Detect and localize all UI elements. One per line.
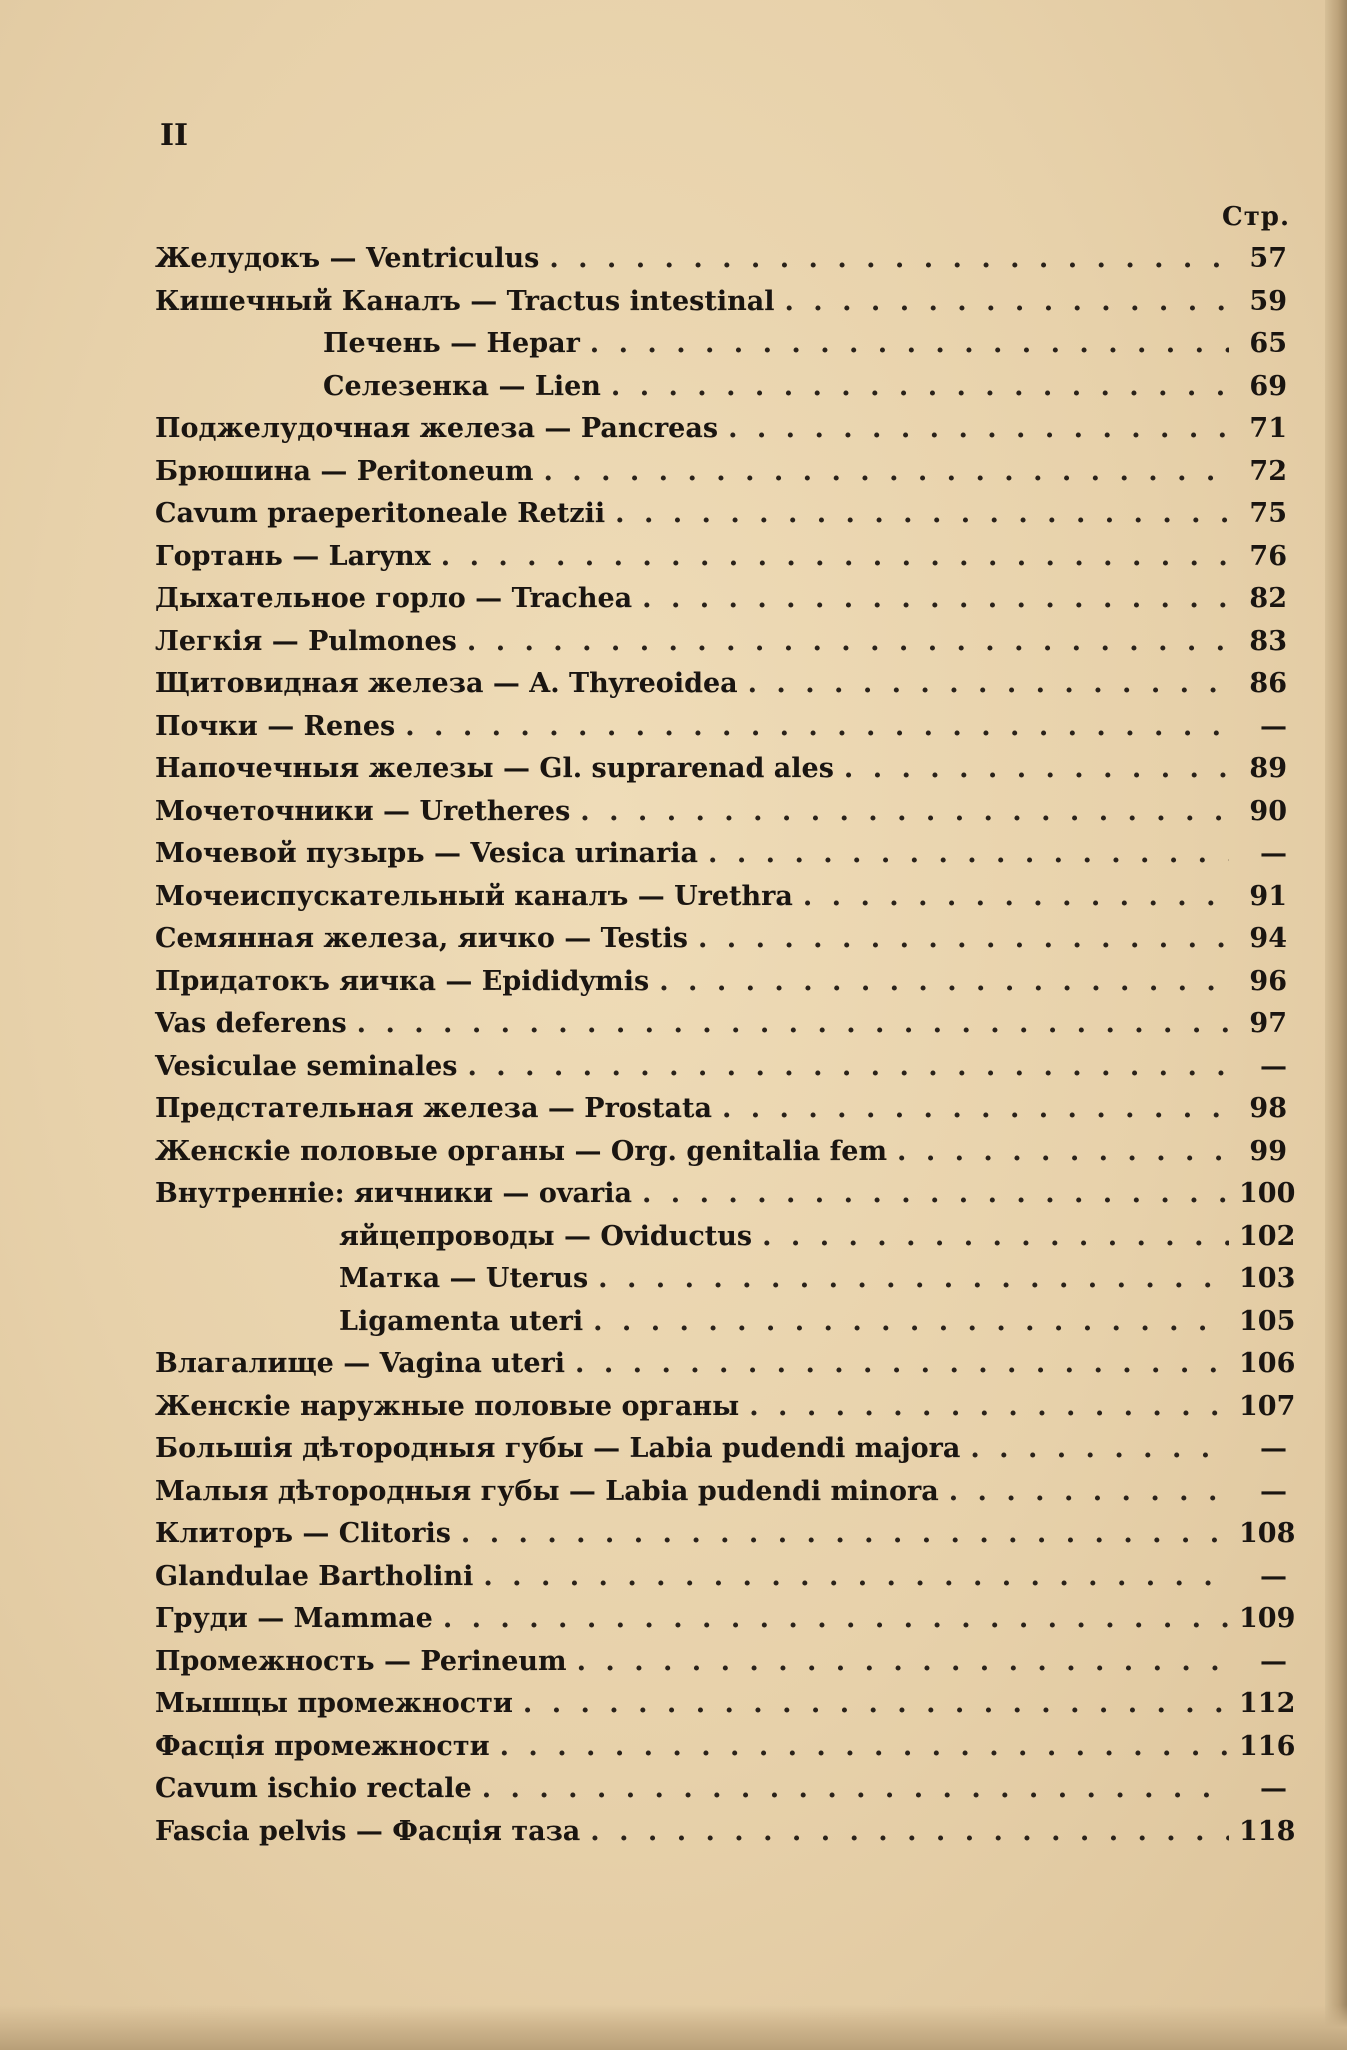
toc-entry-page: 102 — [1239, 1220, 1296, 1252]
toc-entry-title: Груди — Mammae — [155, 1603, 433, 1634]
dot-leader — [590, 323, 1229, 366]
toc-entry-page: 82 — [1249, 583, 1287, 614]
toc-entry — [155, 1641, 1287, 1684]
dot-leader — [762, 1216, 1229, 1259]
toc-entry-title: Мочеиспускательный каналъ — Urethra — [155, 880, 793, 912]
toc-entry — [155, 1258, 1296, 1301]
toc-entry — [155, 1386, 1296, 1429]
toc-entry-title: Влагалище — Vagina uteri — [155, 1348, 566, 1379]
dot-leader — [523, 1683, 1229, 1726]
toc-entry-page: 103 — [1239, 1263, 1296, 1294]
toc-entry-title: Гортань — Larynx — [155, 540, 431, 572]
toc-entry-title: Vas deferens — [155, 1008, 347, 1039]
toc-entry — [155, 1811, 1296, 1854]
toc-entry — [155, 1428, 1287, 1471]
toc-entry — [155, 1046, 1287, 1089]
dot-leader — [467, 1046, 1229, 1089]
toc-entry-title: Предстательная железа — Prostata — [155, 1093, 712, 1124]
toc-entry — [155, 493, 1287, 536]
toc-entry — [155, 876, 1287, 919]
dot-leader — [483, 1556, 1229, 1599]
toc-entry-page: 90 — [1249, 795, 1287, 827]
page-bottom-shadow — [0, 2005, 1347, 2050]
dot-leader — [500, 1726, 1229, 1769]
dot-leader — [642, 578, 1229, 621]
dot-leader — [970, 1428, 1229, 1471]
dot-leader — [748, 663, 1229, 706]
toc-entry-title: Брюшина — Peritoneum — [155, 455, 534, 487]
toc-entry-title: Напочечныя железы — Gl. suprarenad ales — [155, 753, 834, 784]
dot-leader — [357, 1003, 1229, 1046]
toc-entry-page: 91 — [1249, 880, 1287, 912]
toc-entry-title: Малыя дѣтородныя губы — Labia pudendi minora — [155, 1475, 939, 1507]
toc-entry — [155, 366, 1287, 409]
dot-leader — [615, 493, 1229, 536]
dot-leader — [405, 706, 1229, 749]
dot-leader — [590, 1811, 1229, 1854]
toc-entry — [155, 748, 1287, 791]
dot-leader — [575, 1343, 1229, 1386]
toc-entry-page: 65 — [1249, 328, 1287, 359]
dot-leader — [785, 281, 1230, 324]
toc-entry-title: Промежность — Perineum — [155, 1645, 567, 1677]
toc-entry — [155, 1598, 1296, 1641]
toc-entry-page: 112 — [1239, 1688, 1296, 1719]
toc-entry-page: 86 — [1249, 668, 1287, 699]
dot-leader — [949, 1471, 1229, 1514]
toc-entry — [155, 578, 1287, 621]
toc-entry-page: 59 — [1249, 285, 1287, 317]
dot-leader — [482, 1768, 1229, 1811]
toc-entry — [155, 1343, 1296, 1386]
toc-entry — [155, 1216, 1296, 1259]
toc-entry-title: Поджелудочная железа — Pancreas — [155, 413, 719, 444]
toc-entry-page: — — [1260, 1645, 1287, 1677]
toc-entry-title: Мочеточники — Uretheres — [155, 795, 571, 827]
toc-entry — [155, 1301, 1296, 1344]
toc-entry-title: Селезенка — Lien — [323, 370, 601, 402]
dot-leader — [897, 1131, 1229, 1174]
toc-entry — [155, 536, 1287, 579]
toc-entry-page: 108 — [1239, 1518, 1296, 1549]
page-number: II — [160, 118, 189, 153]
dot-leader — [722, 1088, 1229, 1131]
toc-entry-page: 75 — [1249, 498, 1287, 529]
toc-entry-title: Cavum ischio rectale — [155, 1773, 472, 1804]
toc-entry-page: — — [1260, 1773, 1287, 1804]
dot-leader — [543, 451, 1229, 494]
page-column-heading: Стр. — [1222, 202, 1291, 232]
toc-entry — [155, 281, 1287, 324]
toc-entry-title: Фасція промежности — [155, 1730, 490, 1762]
toc-entry-page: 71 — [1249, 413, 1287, 444]
toc-entry-title: Внутренніе: яичники — ovaria — [155, 1178, 632, 1209]
toc-entry-title: Женскіе половые органы — Org. genitalia fem — [155, 1135, 888, 1167]
toc-entry-page: — — [1260, 710, 1287, 742]
toc-entry — [155, 323, 1287, 366]
dot-leader — [749, 1386, 1229, 1429]
toc-entry — [155, 408, 1287, 451]
toc-entry — [155, 918, 1287, 961]
dot-leader — [598, 1258, 1229, 1301]
toc-entry-title: Мышцы промежности — [155, 1688, 513, 1719]
dot-leader — [577, 1641, 1229, 1684]
toc-entry — [155, 663, 1287, 706]
toc-entry-page: 99 — [1249, 1135, 1287, 1167]
toc-entry-page: 89 — [1249, 753, 1287, 784]
dot-leader — [611, 366, 1229, 409]
toc-entry — [155, 451, 1287, 494]
dot-leader — [844, 748, 1229, 791]
toc-entry — [155, 1003, 1287, 1046]
dot-leader — [461, 1513, 1229, 1556]
toc-entry-title: Легкія — Pulmones — [155, 625, 457, 657]
toc-entry-title: Кишечный Каналъ — Tractus intestinal — [155, 285, 775, 317]
toc-entry-title: Почки — Renes — [155, 710, 396, 742]
toc-entry — [155, 1683, 1296, 1726]
toc-entry — [155, 833, 1287, 876]
toc-entry — [155, 1088, 1287, 1131]
toc-entry — [155, 1556, 1287, 1599]
toc-entry-page: 57 — [1249, 243, 1287, 274]
toc-entry-title: Печень — Hepar — [323, 328, 580, 359]
toc-entry — [155, 791, 1287, 834]
toc-entry-title: Желудокъ — Ventriculus — [155, 243, 540, 274]
toc-entry — [155, 238, 1287, 281]
dot-leader — [803, 876, 1229, 919]
toc-entry — [155, 1131, 1287, 1174]
toc-entry-page: — — [1260, 1475, 1287, 1507]
toc-entry-title: яйцепроводы — Oviductus — [339, 1220, 753, 1252]
toc-entry — [155, 1726, 1296, 1769]
toc-entry-title: Клиторъ — Clitoris — [155, 1518, 451, 1549]
dot-leader — [698, 918, 1229, 961]
toc-entry-page: 97 — [1249, 1008, 1287, 1039]
dot-leader — [708, 833, 1229, 876]
toc-entry — [155, 1173, 1296, 1216]
toc-entry-page: 109 — [1239, 1603, 1296, 1634]
toc-entry-page: — — [1260, 1050, 1287, 1082]
toc-entry — [155, 1768, 1287, 1811]
dot-leader — [728, 408, 1229, 451]
toc-entry — [155, 621, 1287, 664]
table-of-contents — [155, 238, 1296, 1853]
dot-leader — [593, 1301, 1229, 1344]
toc-entry — [155, 706, 1287, 749]
dot-leader — [441, 536, 1229, 579]
toc-entry-title: Дыхательное горло — Trachea — [155, 583, 633, 614]
toc-entry-page: 105 — [1239, 1305, 1296, 1337]
toc-entry-title: Cavum praeperitoneale Retzii — [155, 498, 606, 529]
dot-leader — [580, 791, 1229, 834]
dot-leader — [549, 238, 1229, 281]
dot-leader — [443, 1598, 1229, 1641]
toc-entry-title: Щитовидная железа — A. Thyreoidea — [155, 668, 738, 699]
toc-entry — [155, 1471, 1287, 1514]
toc-entry-title: Ligamenta uteri — [339, 1305, 584, 1337]
toc-entry-title: Мочевой пузырь — Vesica urinaria — [155, 838, 699, 869]
toc-entry-page: 94 — [1249, 923, 1287, 954]
toc-entry — [155, 961, 1287, 1004]
toc-entry-title: Женскіе наружные половые органы — [155, 1390, 740, 1422]
toc-entry-page: 118 — [1239, 1815, 1296, 1847]
toc-entry-title: Семянная железа, яичко — Testis — [155, 923, 688, 954]
toc-entry — [155, 1513, 1296, 1556]
toc-entry-page: 100 — [1239, 1178, 1296, 1209]
toc-entry-title: Vesiculae seminales — [155, 1050, 458, 1082]
toc-entry-page: — — [1260, 1433, 1287, 1464]
toc-entry-page: 98 — [1249, 1093, 1287, 1124]
toc-entry-title: Большія дѣтородныя губы — Labia pudendi majora — [155, 1433, 961, 1464]
dot-leader — [642, 1173, 1229, 1216]
toc-entry-title: Fascia pelvis — Фасція таза — [155, 1815, 581, 1847]
toc-entry-page: 106 — [1239, 1348, 1296, 1379]
toc-entry-title: Придатокъ яичка — Epididymis — [155, 965, 650, 997]
toc-entry-page: 76 — [1249, 540, 1287, 572]
toc-entry-page: 96 — [1249, 965, 1287, 997]
toc-entry-page: — — [1260, 1560, 1287, 1592]
dot-leader — [659, 961, 1229, 1004]
toc-entry-page: 116 — [1239, 1730, 1296, 1762]
page-edge-shadow — [1325, 0, 1347, 2050]
toc-entry-title: Матка — Uterus — [339, 1263, 589, 1294]
toc-entry-page: 107 — [1239, 1390, 1296, 1422]
toc-entry-page: 72 — [1249, 455, 1287, 487]
toc-entry-page: — — [1260, 838, 1287, 869]
toc-entry-title: Glandulae Bartholini — [155, 1560, 474, 1592]
toc-entry-page: 69 — [1249, 370, 1287, 402]
toc-entry-page: 83 — [1249, 625, 1287, 657]
dot-leader — [467, 621, 1229, 664]
